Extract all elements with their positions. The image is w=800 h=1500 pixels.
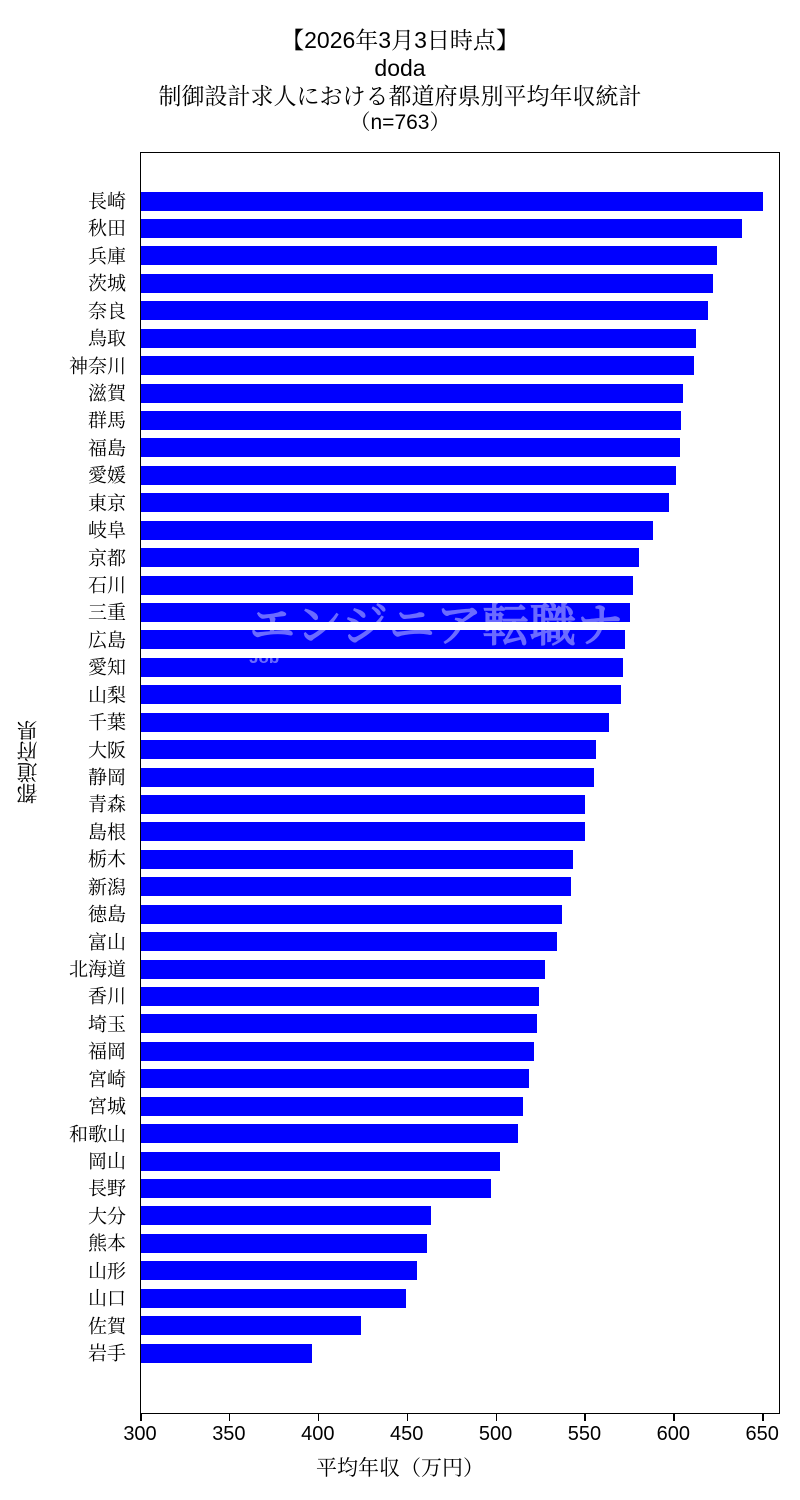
y-axis-tick-label: 長崎	[87, 191, 126, 213]
bar	[141, 1179, 491, 1198]
bar	[141, 1289, 406, 1308]
bar	[141, 1261, 417, 1280]
y-axis-tick-label: 千葉	[87, 712, 126, 734]
bar	[141, 768, 594, 787]
y-axis-tick-label: 岡山	[87, 1151, 126, 1173]
bar	[141, 740, 596, 759]
y-axis-tick-label: 秋田	[87, 218, 126, 240]
y-axis-tick-label: 神奈川	[68, 356, 126, 378]
bar	[141, 1069, 529, 1088]
y-axis-tick-label: 石川	[87, 575, 126, 597]
bar	[141, 246, 717, 265]
bar	[141, 685, 621, 704]
bar	[141, 1124, 518, 1143]
y-axis-tick-label: 北海道	[68, 959, 126, 981]
y-axis-tick-label: 山梨	[87, 685, 126, 707]
y-axis-tick-label: 愛媛	[87, 465, 126, 487]
x-axis-tick-mark	[673, 1414, 675, 1421]
bar	[141, 905, 562, 924]
watermark-main-text: エンジニア転職ナビ	[249, 599, 671, 651]
bar	[141, 877, 571, 896]
bar	[141, 384, 683, 403]
watermark-sub-text: Job	[249, 648, 280, 667]
bar	[141, 1152, 500, 1171]
x-axis-tick-label: 300	[123, 1423, 157, 1445]
y-axis-title: 都道府県	[17, 720, 40, 804]
y-axis-tick-label: 富山	[87, 932, 126, 954]
chart-title-line-1: 【2026年3月3日時点】	[281, 27, 519, 53]
y-axis-tick-label: 京都	[87, 548, 126, 570]
bar	[141, 548, 639, 567]
bar	[141, 1234, 427, 1253]
x-axis-tick-label: 450	[389, 1423, 424, 1445]
x-axis-tick-label: 350	[212, 1423, 246, 1445]
y-axis-tick-label: 栃木	[87, 849, 126, 871]
bar	[141, 521, 653, 540]
y-axis-tick-label: 岩手	[87, 1343, 126, 1365]
bar	[141, 713, 609, 732]
y-axis-tick-label: 群馬	[87, 410, 126, 432]
bar	[141, 466, 676, 485]
y-axis-tick-label: 兵庫	[87, 246, 126, 268]
x-axis-tick-mark	[140, 1414, 142, 1421]
y-axis-tick-label: 長野	[87, 1178, 126, 1200]
y-axis-tick-label: 福岡	[87, 1041, 126, 1063]
bar	[141, 356, 694, 375]
bar	[141, 822, 585, 841]
y-axis-tick-label: 滋賀	[87, 383, 126, 405]
y-axis-tick-label: 熊本	[87, 1233, 126, 1255]
bar	[141, 1097, 523, 1116]
y-axis-tick-label: 埼玉	[87, 1014, 126, 1036]
x-axis-tick-mark	[584, 1414, 586, 1421]
chart-title-line-4: （n=763）	[349, 111, 451, 135]
bar	[141, 1316, 361, 1335]
bar	[141, 274, 713, 293]
bar	[141, 658, 623, 677]
bar	[141, 329, 696, 348]
bar	[141, 1344, 312, 1363]
y-axis-tick-label: 宮城	[87, 1096, 126, 1118]
x-axis-tick-mark	[229, 1414, 231, 1421]
y-axis-tick-label: 新潟	[87, 877, 126, 899]
bar	[141, 192, 763, 211]
y-axis-tick-label: 大分	[87, 1206, 126, 1228]
y-axis-tick-label: 広島	[87, 630, 126, 652]
chart-title	[0, 26, 800, 136]
y-axis-tick-label: 東京	[87, 493, 126, 515]
bar	[141, 932, 557, 951]
bar	[141, 630, 625, 649]
y-axis-tick-label: 山口	[87, 1288, 126, 1310]
x-axis-tick-label: 400	[301, 1423, 335, 1445]
y-axis-tick-labels	[0, 152, 134, 1414]
x-axis-title: 平均年収（万円）	[316, 1457, 484, 1480]
bar	[141, 960, 545, 979]
bar	[141, 603, 630, 622]
x-axis-tick-mark	[762, 1414, 764, 1421]
y-axis-tick-label: 和歌山	[68, 1124, 126, 1146]
y-axis-tick-label: 福島	[87, 438, 126, 460]
y-axis-tick-label: 鳥取	[87, 328, 126, 350]
y-axis-tick-label: 奈良	[87, 301, 126, 323]
x-axis-ticks	[123, 1414, 780, 1445]
bar	[141, 850, 573, 869]
plot-area	[140, 152, 780, 1414]
y-axis-tick-label: 香川	[87, 986, 126, 1008]
y-axis-tick-label: 大阪	[87, 740, 126, 762]
bar	[141, 1206, 431, 1225]
chart-title-line-2: doda	[374, 55, 426, 82]
x-axis-tick-mark	[407, 1414, 409, 1421]
y-axis-tick-label: 徳島	[87, 904, 126, 926]
x-axis-tick-mark	[318, 1414, 320, 1421]
x-axis-tick-label: 550	[567, 1423, 602, 1445]
y-axis-tick-label: 宮崎	[87, 1069, 126, 1091]
bar	[141, 795, 585, 814]
y-axis-tick-label: 三重	[87, 602, 126, 624]
bar	[141, 987, 539, 1006]
y-axis-tick-label: 青森	[87, 794, 126, 816]
y-axis-tick-label: 茨城	[87, 273, 126, 295]
y-axis-tick-label: 愛知	[87, 657, 126, 679]
bar	[141, 1042, 534, 1061]
y-axis-tick-label: 岐阜	[87, 520, 126, 542]
y-axis-tick-label: 静岡	[87, 767, 126, 789]
y-axis-tick-label: 島根	[87, 822, 126, 844]
x-axis-tick-mark	[496, 1414, 498, 1421]
x-axis-tick-label: 500	[478, 1423, 513, 1445]
bar	[141, 576, 633, 595]
x-axis-tick-label: 650	[745, 1423, 779, 1445]
bar	[141, 1014, 537, 1033]
bar	[141, 493, 669, 512]
chart-title-line-3: 制御設計求人における都道府県別平均年収統計	[158, 83, 642, 110]
bar	[141, 438, 680, 457]
bars-layer	[141, 153, 779, 1413]
y-axis-tick-label: 佐賀	[87, 1316, 126, 1338]
bar	[141, 411, 681, 430]
y-axis-tick-label: 山形	[87, 1261, 126, 1283]
x-axis-tick-label: 600	[656, 1423, 691, 1445]
bar	[141, 219, 742, 238]
bar	[141, 301, 708, 320]
